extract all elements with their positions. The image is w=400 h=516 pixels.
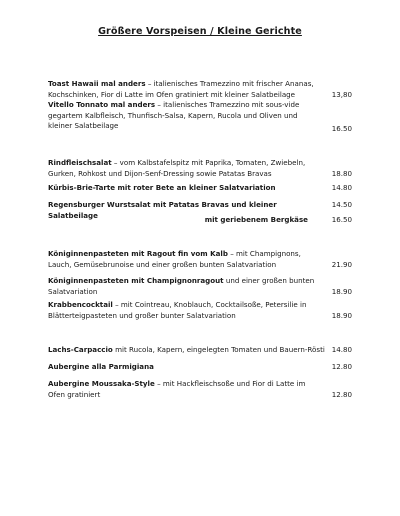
menu-item	[48, 300, 352, 321]
item-name: Lachs-Carpaccio	[48, 345, 113, 354]
item-name: mit geriebenem Bergkäse	[204, 215, 308, 224]
item-description: – mit Hackfleischsoße und Fior di Latte im Ofen gratiniert	[48, 379, 306, 399]
item-price: 14.50	[331, 200, 352, 209]
item-price: 12.80	[331, 362, 352, 371]
item-name: Regensburger Wurstsalat mit Patatas Bravas und kleiner Salatbeilage	[48, 200, 277, 220]
menu-item	[48, 79, 352, 100]
item-name: Krabbencocktail	[48, 300, 113, 309]
item-price: 14.80	[331, 345, 352, 354]
menu-item	[48, 379, 352, 400]
item-price: 16.50	[331, 215, 352, 224]
item-description: – italienisches Tramezzino mit sous-vide gegartem Kalbfleisch, Thunfisch-Salsa, Kapern, Rucola und Oliven und kleiner Salatbeilage	[48, 100, 300, 130]
item-price: 18.90	[331, 310, 352, 320]
item-description: – mit Cointreau, Knoblauch, Cocktailsoße, Petersilie in Blätterteigpasteten und großer bunter Salatvariation	[48, 300, 307, 320]
page-title: Größere Vorspeisen / Kleine Gerichte	[98, 26, 302, 37]
item-price: 18.80	[331, 168, 352, 178]
item-price: 13,80	[331, 89, 352, 99]
menu-item	[48, 362, 352, 373]
item-name: Königinnenpasteten mit Champignonragout	[48, 276, 224, 285]
menu-item	[48, 183, 352, 194]
item-price: 21.90	[331, 259, 352, 269]
item-name: Königinnenpasteten mit Ragout fin vom Kalb	[48, 249, 228, 258]
item-description: – vom Kalbstafelspitz mit Paprika, Tomaten, Zwiebeln, Gurken, Rohkost und Dijon-Senf-Dressing sowie Patatas Bravas	[48, 158, 306, 178]
item-name: Toast Hawaii mal anders	[48, 79, 146, 88]
menu-item	[48, 249, 352, 270]
item-description: – italienisches Tramezzino mit frischer Ananas, Kochschinken, Fior di Latte im Ofen gratiniert mit kleiner Salatbeilage	[48, 79, 314, 99]
menu-item	[48, 345, 352, 356]
item-name: Aubergine alla Parmigiana	[48, 362, 154, 371]
item-price: 12.80	[331, 389, 352, 399]
item-price: 16.50	[331, 124, 352, 133]
item-description: und einer großen bunten Salatvariation	[48, 276, 315, 296]
item-name: Kürbis-Brie-Tarte mit roter Bete an kleiner Salatvariation	[48, 183, 276, 192]
menu-item	[48, 158, 352, 179]
item-name: Vitello Tonnato mal anders	[48, 100, 156, 109]
item-description: – mit Champignons, Lauch, Gemüsebrunoise und einer großen bunten Salatvariation	[48, 249, 301, 269]
item-name: Rindfleischsalat	[48, 158, 112, 167]
item-name: Aubergine Moussaka-Style	[48, 379, 155, 388]
item-price: 18.90	[331, 286, 352, 296]
item-price: 14.80	[331, 183, 352, 192]
item-description: mit Rucola, Kapern, eingelegten Tomaten und Bauern-Rösti	[112, 345, 325, 354]
menu-item	[48, 276, 352, 297]
menu-item	[48, 100, 352, 132]
